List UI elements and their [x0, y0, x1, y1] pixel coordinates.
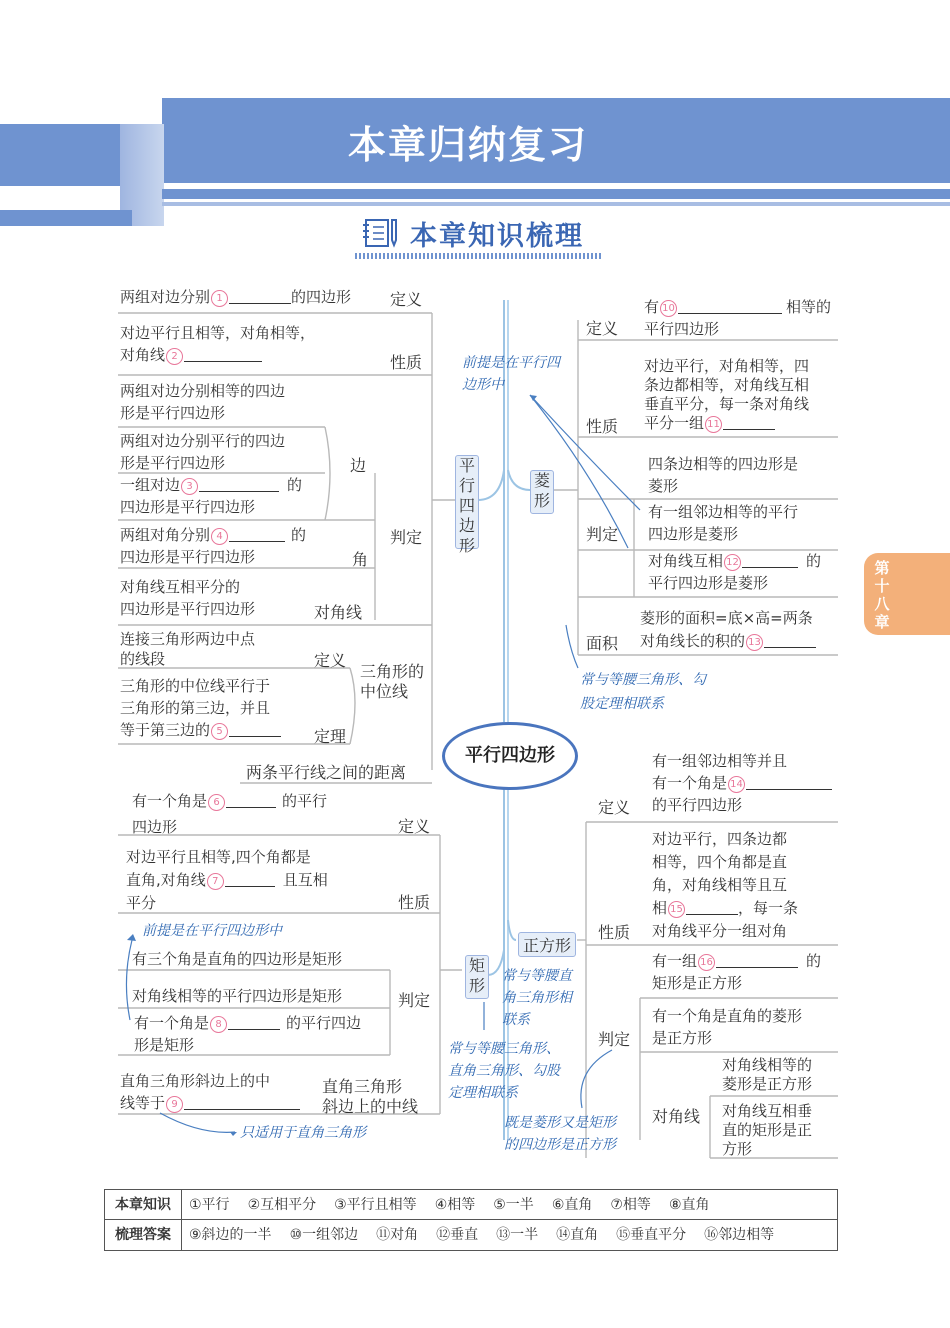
para-judge-2a: 两组对边分别平行的四边: [120, 432, 286, 450]
rhombus-prop-label: 性质: [586, 417, 619, 436]
midline-thm-c: 等于第三边的 5: [120, 719, 281, 741]
blank-number-marker: 6: [208, 794, 225, 811]
rect-prop-a: 对边平行且相等,四个角都是: [126, 848, 311, 866]
square-prop-c: 角，对角线相等且互: [652, 876, 788, 894]
parallelogram-node: 平 行 四 边 形: [455, 455, 479, 549]
rhombus-judge-2b: 四边形是菱形: [648, 525, 739, 543]
para-judge-2b: 形是平行四边形: [120, 454, 226, 472]
fill-in-blank: [229, 289, 291, 304]
midline-def-a: 连接三角形两边中点: [120, 630, 256, 648]
fill-in-blank: [229, 722, 281, 737]
fill-in-blank: [686, 900, 738, 915]
rect-judge-2: 对角线相等的平行四边形是矩形: [132, 987, 343, 1005]
fill-in-blank: [742, 553, 798, 568]
square-def-b: 有一个角是 14: [652, 772, 832, 794]
blank-number-marker: 11: [705, 416, 722, 433]
rect-judge-3c: 形是矩形: [134, 1036, 195, 1054]
rt-node-b: 斜边上的中线: [322, 1097, 419, 1116]
square-def-c: 的平行四边形: [652, 796, 743, 814]
answer-table: [104, 1189, 838, 1251]
square-judge-3b: 菱形是正方形: [722, 1075, 813, 1093]
square-judge-3a: 对角线相等的: [722, 1056, 813, 1074]
rhombus-area-a: 菱形的面积=底×高=两条: [640, 609, 813, 627]
para-edge-label: 边: [350, 456, 367, 475]
rhombus-area-b: 对角线长的积的 13: [640, 630, 816, 652]
rt-node-a: 直角三角形: [322, 1077, 403, 1096]
blank-number-marker: 13: [746, 634, 763, 651]
center-node: 平行四边形: [442, 722, 578, 790]
distance-node: 两条平行线之间的距离: [246, 763, 407, 782]
rhombus-area-label: 面积: [586, 634, 619, 653]
midline-thm-a: 三角形的中位线平行于: [120, 677, 271, 695]
rect-prop-d: 平分: [126, 894, 157, 912]
blank-number-marker: 7: [207, 873, 224, 890]
fill-in-blank: [746, 775, 832, 790]
answer-table-head: 本章知识 梳理答案: [105, 1190, 182, 1250]
fill-in-blank: [225, 872, 275, 887]
rhombus-judge-3c: 平行四边形是菱形: [648, 574, 769, 592]
rhombus-premise-note: 前提是在平行四边形中: [462, 355, 560, 393]
blank-number-marker: 8: [210, 1016, 227, 1033]
square-def-label: 定义: [598, 798, 631, 817]
para-judge-5a: 对角线互相平分的: [120, 578, 241, 596]
midline-def-label: 定义: [314, 651, 347, 670]
rt-text-a: 直角三角形斜边上的中: [120, 1072, 271, 1090]
para-prop-text-1: 对边平行且相等，对角相等，: [120, 324, 316, 342]
para-prop-label: 性质: [390, 353, 423, 372]
square-judge-1c: 矩形是正方形: [652, 974, 743, 992]
rhombus-link-note: 常与等腰三角形、勾股定理相联系: [580, 672, 706, 712]
rect-def-a: 有一个角是 6 的平行: [132, 792, 328, 810]
square-judge-2a: 有一个角是直角的菱形: [652, 1007, 803, 1025]
blank-number-marker: 14: [728, 776, 745, 793]
para-judge-3a: 一组对边 3 的: [120, 476, 303, 494]
fill-in-blank: [716, 953, 798, 968]
square-judge-4b: 直的矩形是正: [722, 1121, 813, 1139]
blank-number-marker: 1: [211, 290, 228, 307]
para-diag-label: 对角线: [314, 603, 363, 622]
blank-number-marker: 12: [724, 554, 741, 571]
rhombus-judge-1a: 四条边相等的四边形是: [648, 455, 799, 473]
fill-in-blank: [228, 1015, 280, 1030]
rhombus-judge-2a: 有一组邻边相等的平行: [648, 503, 799, 521]
rhombus-def-label: 定义: [586, 319, 619, 338]
para-judge-3c: 四边形是平行四边形: [120, 498, 256, 516]
rhombus-prop-d: 平分一组 11: [644, 412, 775, 434]
rectangle-node: 矩 形: [465, 955, 489, 999]
para-judge-1a: 两组对边分别相等的四边: [120, 382, 286, 400]
rt-note: 只适用于直角三角形: [240, 1125, 366, 1141]
para-judge-5b: 四边形是平行四边形: [120, 600, 256, 618]
square-def-a: 有一组邻边相等并且: [652, 752, 788, 770]
answer-row-2: ⑨斜边的一半 ⑩一组邻边 ⑪对角 ⑫垂直 ⑬一半 ⑭直角 ⑮垂直平分 ⑯邻边相等: [189, 1227, 775, 1243]
para-judge-4c: 四边形是平行四边形: [120, 548, 256, 566]
answer-row-1: ①平行 ②互相平分 ③平行且相等 ④相等 ⑤一半 ⑥直角 ⑦相等 ⑧直角: [189, 1197, 710, 1213]
blank-number-marker: 4: [211, 528, 228, 545]
rhombus-prop-b: 条边都相等，对角线互相: [644, 376, 810, 394]
square-prop-d: 相 15 ，每一条: [652, 899, 799, 917]
square-prop-a: 对边平行，四条边都: [652, 830, 788, 848]
para-def-text: 两组对边分别 1 的四边形: [120, 288, 352, 306]
rect-link-note: 常与等腰三角形、直角三角形、勾股定理相联系: [448, 1041, 560, 1101]
fill-in-blank: [184, 1095, 300, 1110]
square-judge-2b: 是正方形: [652, 1029, 713, 1047]
rhombus-def-c: 平行四边形: [644, 320, 720, 338]
rhombus-prop-a: 对边平行，对角相等，四: [644, 357, 810, 375]
square-prop-label: 性质: [598, 923, 631, 942]
fill-in-blank: [678, 299, 782, 314]
rect-prop-label: 性质: [398, 893, 431, 912]
midline-node: 三角形的中位线: [360, 662, 425, 701]
rect-def-label: 定义: [398, 817, 431, 836]
rect-judge-label: 判定: [398, 991, 431, 1010]
para-judge-label: 判定: [390, 528, 423, 547]
square-judge-1a: 有一组 16 的: [652, 952, 822, 970]
fill-in-blank: [764, 633, 816, 648]
fill-in-blank: [184, 347, 262, 362]
blank-number-marker: 5: [211, 723, 228, 740]
para-def-label: 定义: [390, 290, 423, 309]
para-prop-text-2: 对角线 2: [120, 344, 262, 366]
rhombus-def-a: 有 10 相等的: [644, 298, 832, 316]
rect-prop-b: 直角,对角线 7 且互相: [126, 871, 328, 889]
rt-text-b: 线等于 9: [120, 1092, 300, 1114]
blank-number-marker: 3: [181, 478, 198, 495]
blank-number-marker: 9: [166, 1096, 183, 1113]
fill-in-blank: [229, 527, 285, 542]
rect-judge-3a: 有一个角是 8 的平行四边: [134, 1014, 362, 1032]
square-judge-4a: 对角线互相垂: [722, 1102, 813, 1120]
rect-premise-note: 前提是在平行四边形中: [142, 923, 282, 939]
midline-thm-b: 三角形的第三边，并且: [120, 699, 271, 717]
para-angle-label: 角: [352, 550, 369, 569]
square-judge-4c: 方形: [722, 1140, 753, 1158]
square-node: 正方形: [518, 932, 576, 957]
blank-number-marker: 16: [698, 954, 715, 971]
para-judge-1b: 形是平行四边形: [120, 404, 226, 422]
midline-thm-label: 定理: [314, 727, 347, 746]
square-prop-f: 对角线平分一组对角: [652, 922, 788, 940]
fill-in-blank: [226, 793, 276, 808]
rhombus-judge-3a: 对角线互相 12 的: [648, 552, 822, 570]
section-title: 本章知识梳理: [410, 221, 584, 252]
square-judge-label: 判定: [598, 1030, 631, 1049]
rhombus-prop-c: 垂直平分，每一条对角线: [644, 395, 810, 413]
chapter-tab[interactable]: 第 十 八 章: [864, 553, 950, 635]
rect-judge-1: 有三个角是直角的四边形是矩形: [132, 950, 343, 968]
square-prop-b: 相等，四个角都是直: [652, 853, 788, 871]
para-judge-4a: 两组对角分别 4 的: [120, 526, 307, 544]
square-diag-label: 对角线: [652, 1107, 701, 1126]
blank-number-marker: 2: [166, 348, 183, 365]
rhombus-judge-1b: 菱形: [648, 477, 679, 495]
midline-def-b: 的线段: [120, 650, 166, 668]
rect-def-c: 四边形: [132, 818, 178, 836]
square-both-note: 既是菱形又是矩形 的四边形是正方形: [504, 1115, 616, 1153]
fill-in-blank: [199, 477, 279, 492]
rhombus-node: 菱 形: [530, 470, 554, 514]
blank-number-marker: 10: [660, 300, 677, 317]
fill-in-blank: [723, 415, 775, 430]
rhombus-judge-label: 判定: [586, 525, 619, 544]
blank-number-marker: 15: [668, 901, 685, 918]
square-link-note: 常与等腰直 角三角形相 联系: [502, 968, 572, 1028]
page-title: 本章归纳复习: [347, 123, 588, 167]
